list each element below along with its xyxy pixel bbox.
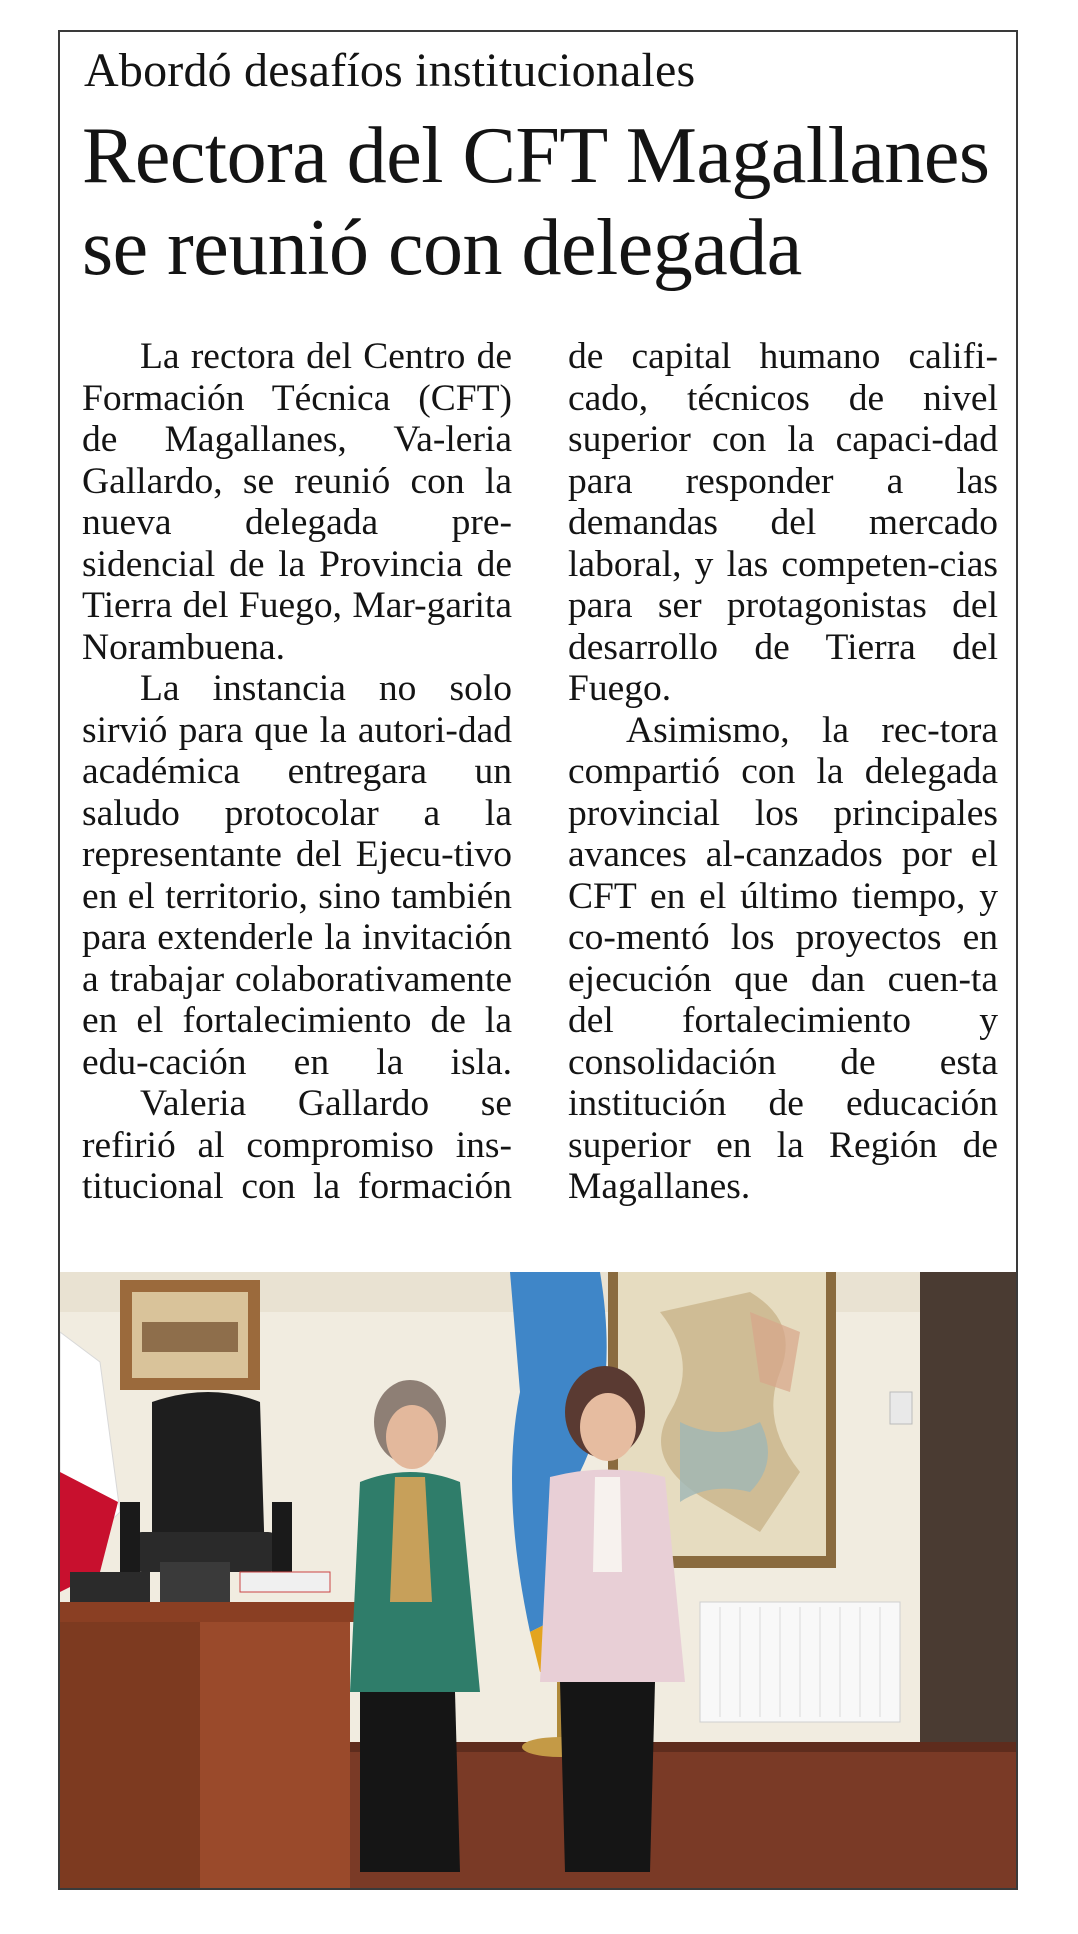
office-photo — [60, 1272, 1016, 1890]
article-frame — [58, 30, 1018, 1890]
article-column-left — [82, 336, 512, 1208]
framed-picture — [120, 1280, 260, 1390]
article-headline — [82, 110, 990, 294]
paragraph-2: La instancia no solo sirvió para que la autori-dad académica entregara un saludo protocolar a la representante del Ejecu-tivo en el territorio, sino también para extenderle la invitación a trabajar colaborativamente en el fortalecimiento de la edu-cación en la isla. — [82, 668, 512, 1083]
radiator-icon — [700, 1602, 900, 1722]
paragraph-4: Asimismo, la rec-tora compartió con la delegada provincial los principales avances al-canzados por el CFT en el último tiempo, y co-mentó los proyectos en ejecución que dan cuen-ta del fortalecimiento y consolidación de esta institución de educación superior en la Región de Magallanes. — [568, 709, 998, 1207]
paragraph-3: Valeria Gallardo se refirió al compromiso ins-titucional con la formación — [82, 1083, 512, 1207]
paragraph-1: La rectora del Centro de Formación Técnica (CFT) de Magallanes, Va-leria Gallardo, se reunió con la nueva delegada pre-sidencial de la Provincia de Tierra del Fuego, Mar-garita Norambuena. — [82, 336, 512, 668]
headline-line-1: Rectora del CFT Magallanes — [82, 112, 990, 200]
paragraph-3-continued: de capital humano califi-cado, técnicos de nivel superior con la capaci-dad para responder a las demandas del mercado laboral, y las competen-cias para ser protagonistas del desarrollo de Tierra del Fuego. — [568, 336, 998, 709]
article-column-right — [568, 336, 998, 1208]
article-kicker: Abordó desafíos institucionales — [84, 44, 696, 97]
headline-line-2: se reunió con delegada — [82, 204, 802, 292]
desk-icon — [60, 1562, 360, 1890]
